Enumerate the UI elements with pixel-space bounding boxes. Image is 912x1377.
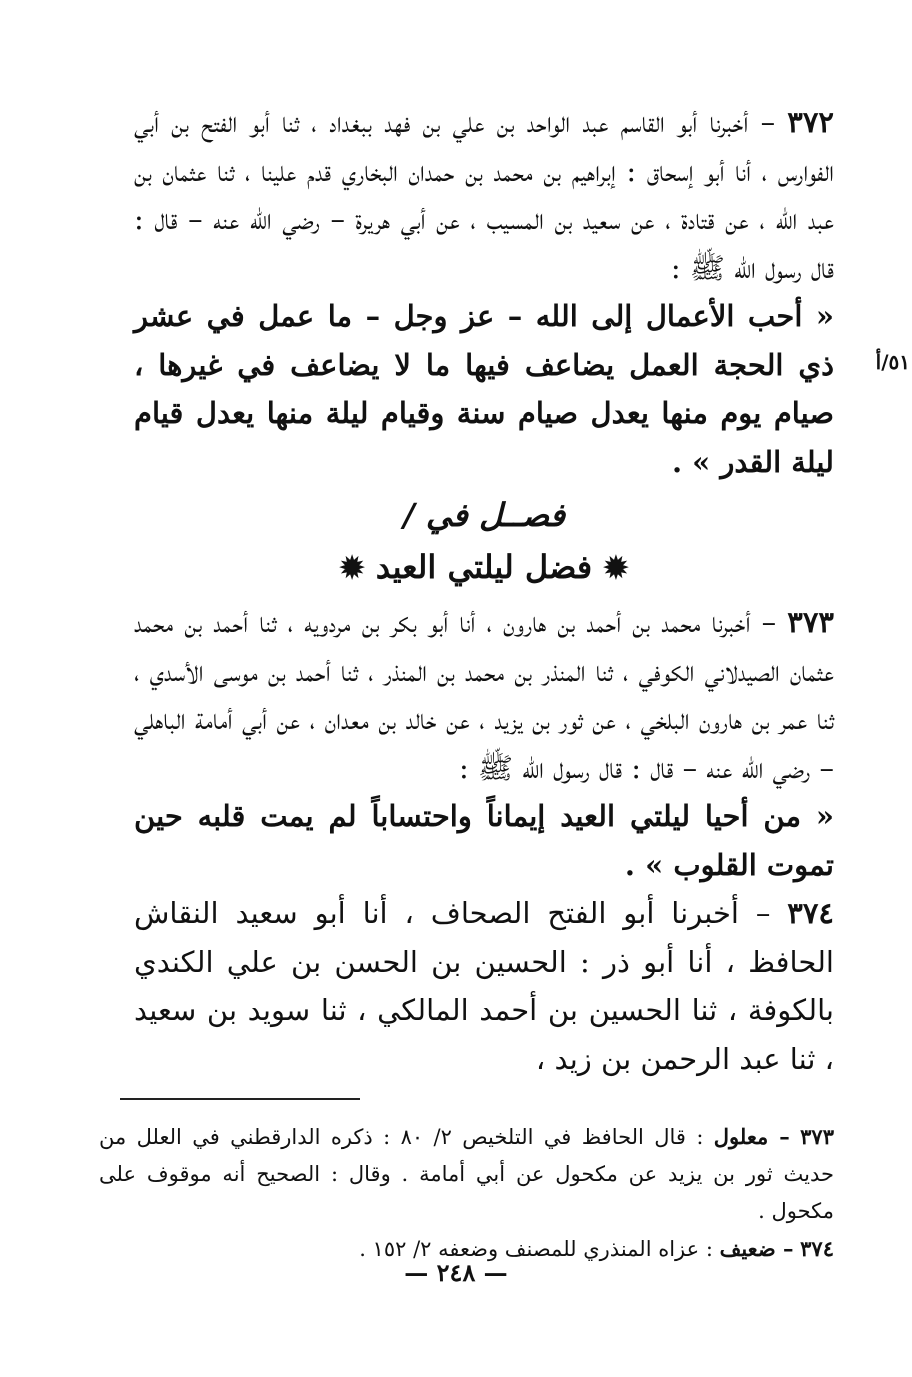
- footnote-grade: – ضعيف: [719, 1236, 794, 1261]
- isnad-text: – أخبرنا محمد بن أحمد بن هارون ، أنا أبو بكر بن مردويه ، ثنا أحمد بن محمد عثمان الصيدلاني الكوفي ، ثنا المنذر بن محمد بن المنذر ، ثنا أحمد بن موسى الأسدي ، ثنا عمر بن هارون البلخي ، عن ثور بن يزيد ، عن خالد بن معدان ، عن أبي أمامة الباهلي – رضي الله عنه – قال : قال رسول الله ﷺ :: [134, 605, 834, 785]
- hadith-number: ٣٧٣: [787, 605, 835, 639]
- section-heading: [134, 490, 834, 596]
- isnad-text: – أخبرنا أبو الفتح الصحاف ، أنا أبو سعيد النقاش الحافظ ، أنا أبو ذر : الحسين بن الحسن بن علي الكندي بالكوفة ، ثنا الحسين بن أحمد المالكي ، ثنا سويد بن سعيد ، ثنا عبد الرحمن بن زيد ،: [134, 896, 834, 1076]
- hadith-number: ٣٧٤: [787, 896, 834, 930]
- hadith-372-isnad: [134, 98, 834, 292]
- hadith-373-isnad: [134, 598, 834, 792]
- main-text: [134, 98, 834, 1083]
- footnote-373: [99, 1118, 834, 1230]
- manuscript-folio-note: ٥١/أ: [875, 350, 910, 374]
- hadith-374-isnad: [134, 889, 834, 1083]
- star-ornament-icon: ✹: [339, 551, 365, 586]
- page-number: — ٢٤٨ —: [404, 1258, 508, 1287]
- section-title-line: [134, 540, 834, 596]
- hadith-372-matn: « أحب الأعمال إلى الله – عز وجل – ما عمل في عشر ذي الحجة العمل يضاعف فيها ما لا يضاعف في غيرها ، صيام يوم منها يعدل صيام سنة وقيام ليلة منها يعدل قيام ليلة القدر » .: [134, 299, 834, 479]
- hadith-number: ٣٧٢: [787, 105, 835, 139]
- footnote-divider: [120, 1098, 360, 1100]
- star-ornament-icon: ✹: [603, 551, 629, 586]
- hadith-373-matn: « من أحيا ليلتي العيد إيماناً واحتساباً لم يمت قلبه حين تموت القلوب » .: [134, 799, 834, 882]
- footnote-number: ٣٧٣: [800, 1124, 834, 1149]
- footnote-grade: – معلول: [713, 1124, 790, 1149]
- section-title: فضل ليلتي العيد: [375, 548, 593, 586]
- footnotes: [99, 1118, 834, 1268]
- footnote-number: ٣٧٤: [800, 1236, 834, 1261]
- isnad-text: – أخبرنا أبو القاسم عبد الواحد بن علي بن فهد ببغداد ، ثنا أبو الفتح بن أبي الفوارس ، أنا أبو إسحاق : إبراهيم بن محمد بن حمدان البخاري قدم علينا ، ثنا عثمان بن عبد الله ، عن قتادة ، عن سعيد بن المسيب ، عن أبي هريرة – رضي الله عنه – قال : قال رسول الله ﷺ :: [134, 105, 834, 285]
- section-label: فصــل في /: [403, 496, 565, 534]
- footnote-text: : عزاه المنذري للمصنف وضعفه ٢/ ١٥٢ .: [359, 1237, 713, 1261]
- footnote-text: : قال الحافظ في التلخيص ٢/ ٨٠ : ذكره الدارقطني في العلل من حديث ثور بن يزيد عن مكحول عن أبي أمامة . وقال : الصحيح أنه موقوف على مكحول .: [99, 1125, 834, 1223]
